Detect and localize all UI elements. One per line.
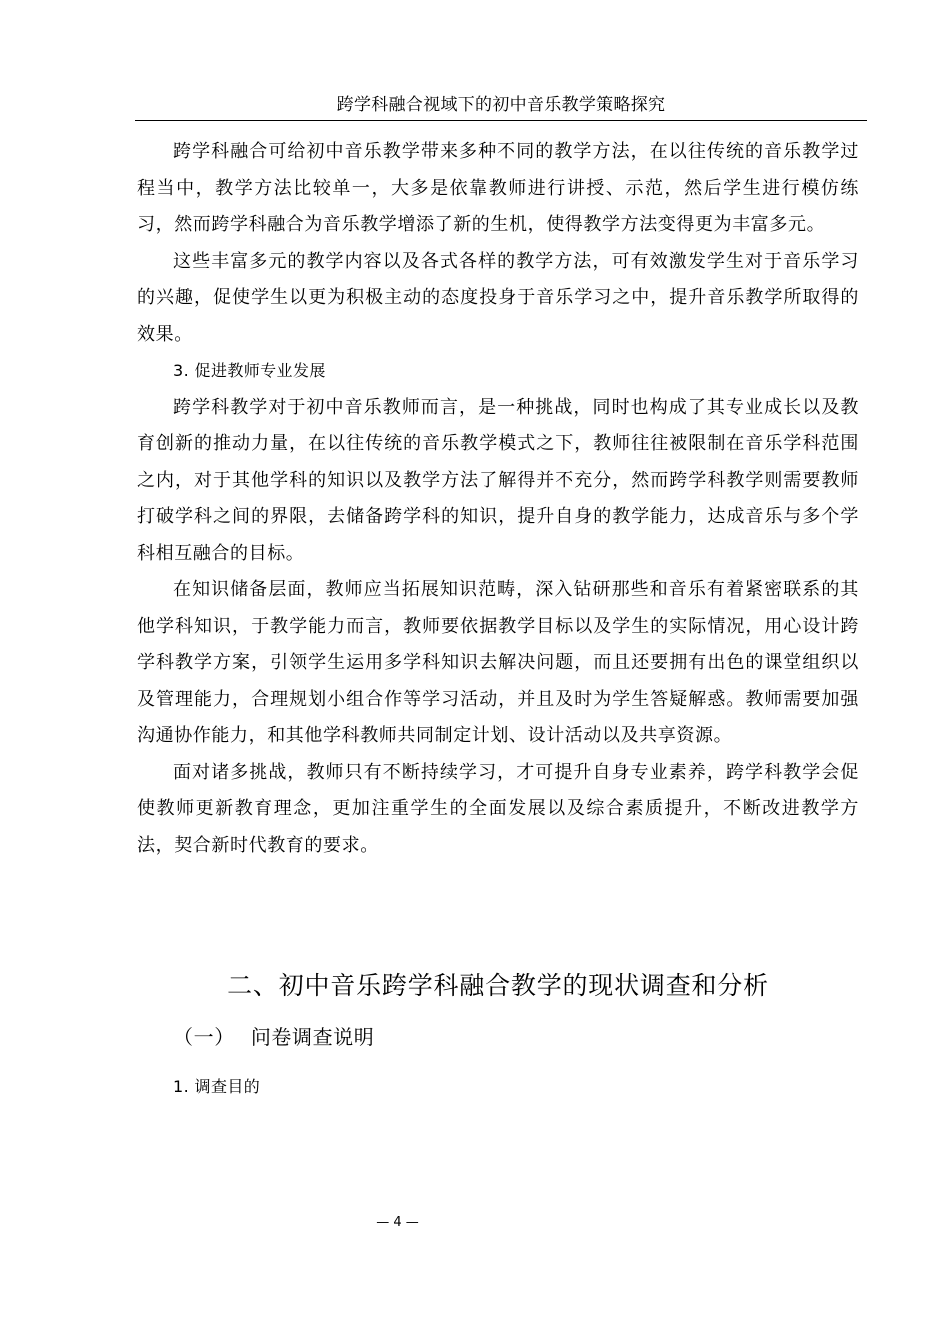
- survey-purpose-heading: 1. 调查目的: [173, 1077, 261, 1096]
- paragraph-interest: 这些丰富多元的教学内容以及各式各样的教学方法，可有效激发学生对于音乐学习的兴趣，促使学生以更为积极主动的态度投身于音乐学习之中，提升音乐教学所取得的效果。: [137, 250, 859, 345]
- subheading-teacher-development: 3. 促进教师专业发展: [173, 361, 326, 380]
- body-text: [137, 134, 859, 864]
- paragraph-challenge: 跨学科教学对于初中音乐教师而言，是一种挑战，同时也构成了其专业成长以及教育创新的推动力量，在以往传统的音乐教学模式之下，教师往往被限制在音乐学科范围之内，对于其他学科的知识以及教学方法了解得并不充分，然而跨学科教学则需要教师打破学科之间的界限，去储备跨学科的知识，提升自身的教学能力，达成音乐与多个学科相互融合的目标。: [137, 396, 859, 564]
- running-header: 跨学科融合视域下的初中音乐教学策略探究: [336, 95, 666, 115]
- paragraph-learning: 面对诸多挑战，教师只有不断持续学习，才可提升自身专业素养，跨学科教学会促使教师更新教育理念，更加注重学生的全面发展以及综合素质提升，不断改进教学方法，契合新时代教育的要求。: [137, 761, 859, 856]
- section-title-text: 问卷调查说明: [250, 1025, 375, 1049]
- paragraph-methods: 跨学科融合可给初中音乐教学带来多种不同的教学方法，在以往传统的音乐教学过程当中，教学方法比较单一，大多是依靠教师进行讲授、示范，然后学生进行模仿练习，然而跨学科融合为音乐教学增添了新的生机，使得教学方法变得更为丰富多元。: [137, 141, 859, 235]
- paragraph-knowledge: 在知识储备层面，教师应当拓展知识范畴，深入钻研那些和音乐有着紧密联系的其他学科知识，于教学能力而言，教师要依据教学目标以及学生的实际情况，用心设计跨学科教学方案，引领学生运用多学科知识去解决问题，而且还要拥有出色的课堂组织以及管理能力，合理规划小组合作等学习活动，并且及时为学生答疑解惑。教师需要加强沟通协作能力，和其他学科教师共同制定计划、设计活动以及共享资源。: [137, 579, 859, 746]
- header-rule: [135, 120, 867, 121]
- section-title: [173, 1020, 374, 1054]
- chapter-title: 二、初中音乐跨学科融合教学的现状调查和分析: [227, 971, 769, 1000]
- section-number: （一）: [173, 1025, 235, 1049]
- page-number: — 4 —: [376, 1215, 419, 1230]
